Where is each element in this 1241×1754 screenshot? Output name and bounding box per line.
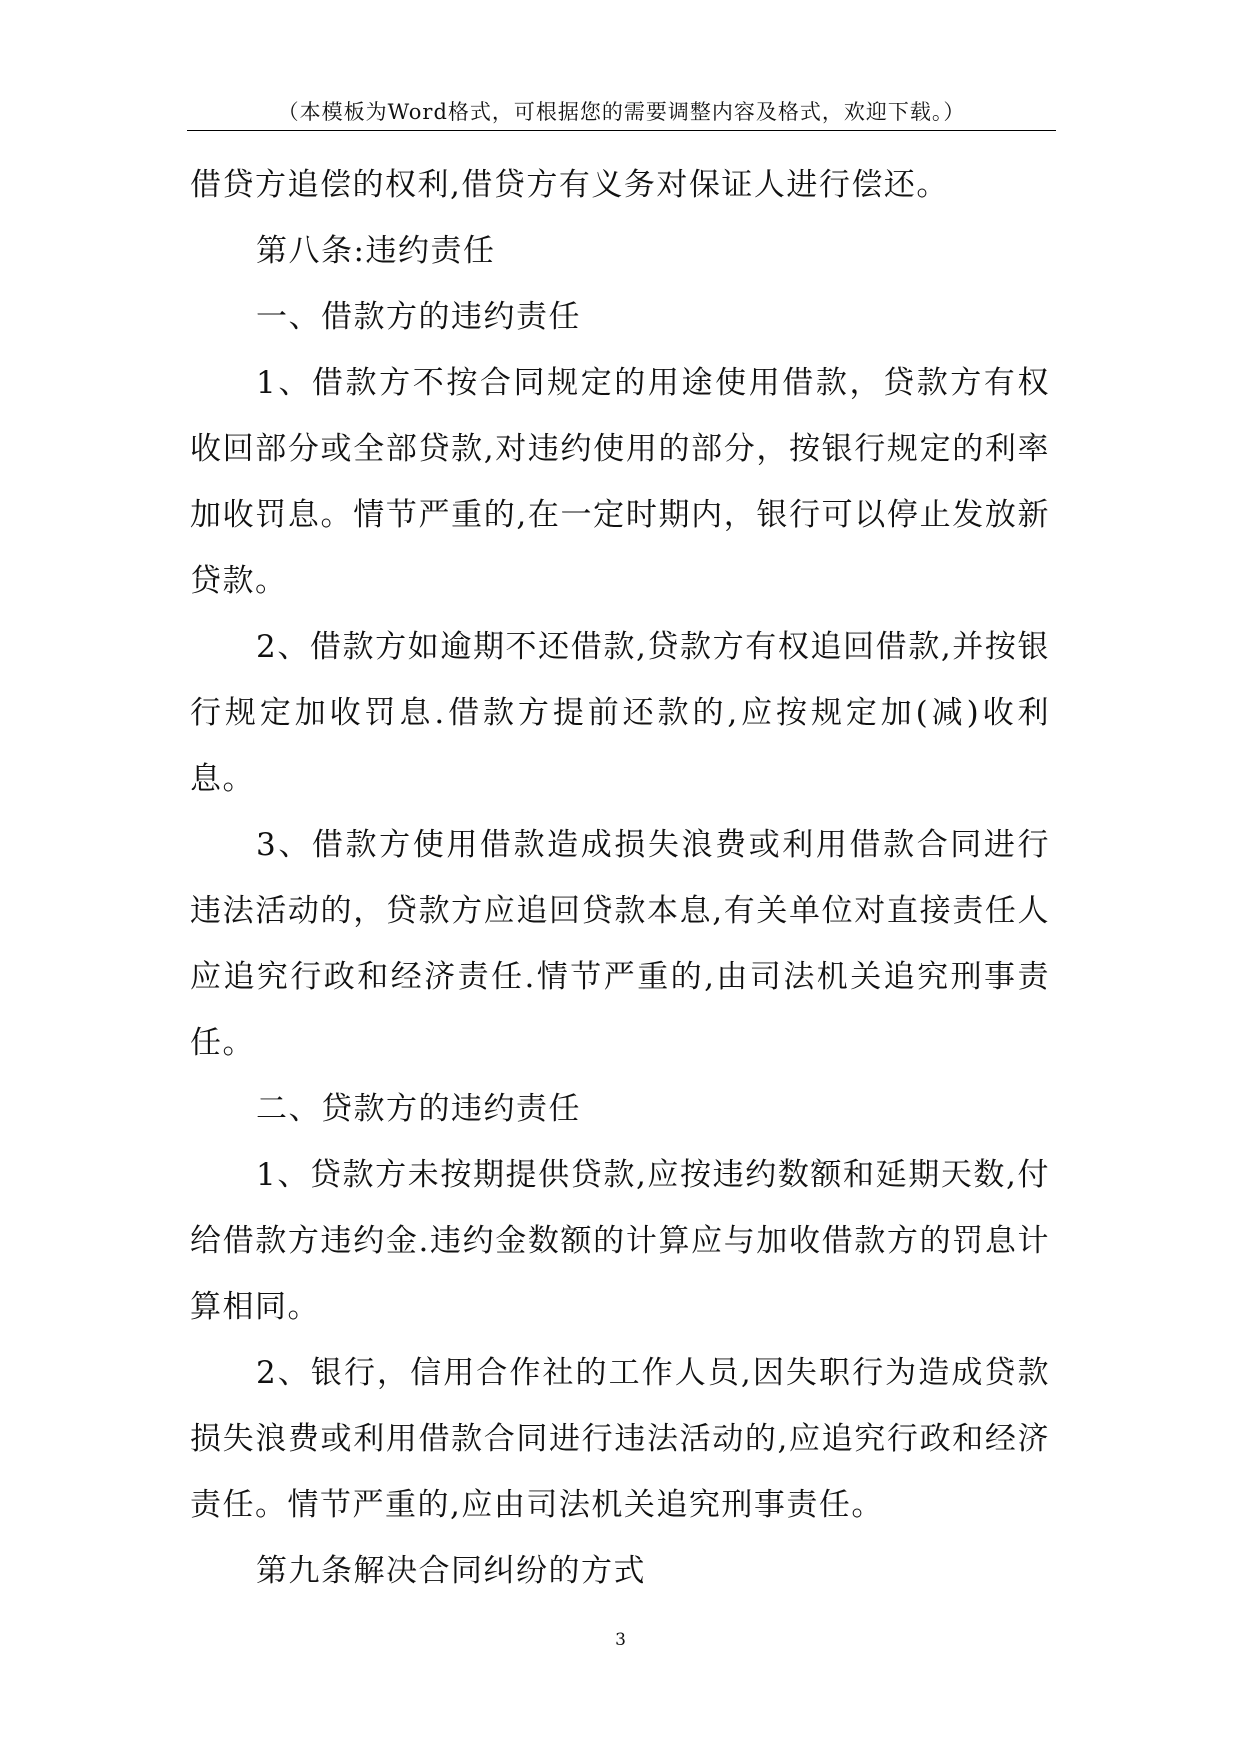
section-heading-lender-liability: 二、贷款方的违约责任 [256,1091,581,1127]
article-heading-9: 第九条解决合同纠纷的方式 [256,1553,646,1589]
paragraph-continuation: 借贷方追偿的权利,借贷方有义务对保证人进行偿还。 [190,167,949,203]
article-heading-8: 第八条:违约责任 [256,233,496,269]
section-heading-borrower-liability: 一、借款方的违约责任 [256,299,581,335]
page-header-note: （本模板为Word格式，可根据您的需要调整内容及格式，欢迎下载。） [277,100,966,124]
page-number: 3 [615,1630,626,1650]
header-divider [187,130,1056,131]
paragraph-lender-clause-2: 2、银行，信用合作社的工作人员,因失职行为造成贷款损失浪费或利用借款合同进行违法活动的,应追究行政和经济责任。情节严重的,应由司法机关追究刑事责任。 [190,1355,1050,1523]
paragraph-borrower-clause-2: 2、借款方如逾期不还借款,贷款方有权追回借款,并按银行规定加收罚息.借款方提前还款的,应按规定加(减)收利息。 [190,629,1050,797]
document-body [190,152,1050,1604]
paragraph-lender-clause-1: 1、贷款方未按期提供贷款,应按违约数额和延期天数,付给借款方违约金.违约金数额的计算应与加收借款方的罚息计算相同。 [190,1157,1050,1325]
paragraph-borrower-clause-1: 1、借款方不按合同规定的用途使用借款，贷款方有权收回部分或全部贷款,对违约使用的部分，按银行规定的利率加收罚息。情节严重的,在一定时期内，银行可以停止发放新贷款。 [190,365,1050,599]
paragraph-borrower-clause-3: 3、借款方使用借款造成损失浪费或利用借款合同进行违法活动的，贷款方应追回贷款本息,有关单位对直接责任人应追究行政和经济责任.情节严重的,由司法机关追究刑事责任。 [190,827,1050,1061]
